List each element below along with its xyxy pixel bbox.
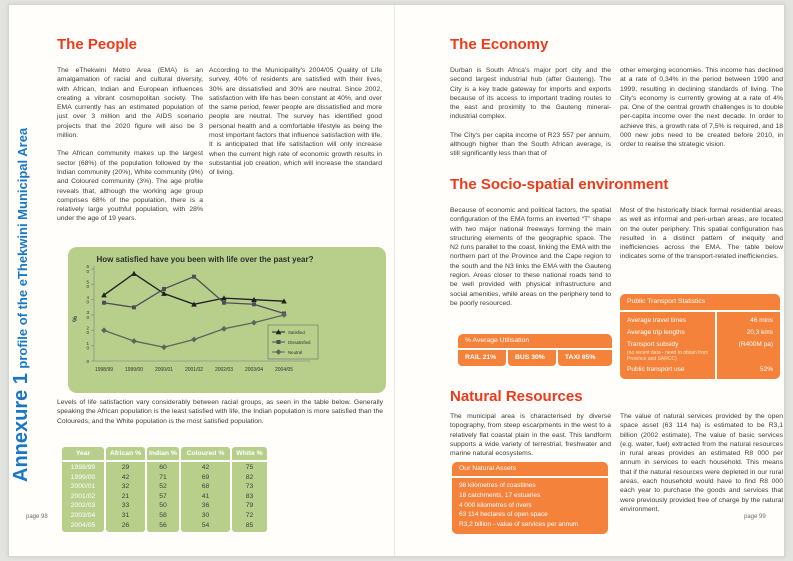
annexure-subtitle: profile of the eThekwini Municipal Area <box>15 127 30 369</box>
natural-asset-item: 98 kilometres of coastlines <box>459 482 536 489</box>
legend-label: Dissatisfied <box>288 339 311 345</box>
right-page-number: page 99 <box>744 514 766 520</box>
transport-value-spacer <box>717 351 773 364</box>
table-column <box>232 462 267 532</box>
natural-assets-table <box>452 462 608 534</box>
table-cell: 26 <box>121 521 130 529</box>
people-column-1 <box>57 66 203 233</box>
transport-label: Transport subsidy <box>627 341 679 348</box>
utilisation-table-title: % Average Utilisation <box>458 334 612 348</box>
data-point <box>222 301 226 305</box>
data-point <box>251 320 257 326</box>
natural-assets-list <box>452 478 608 534</box>
left-page-number: page 98 <box>26 514 48 520</box>
y-tick-label: 3 0 <box>86 310 89 320</box>
table-cell: 82 <box>245 473 254 481</box>
socio-column-2: Most of the historically black formal residential areas, as well as informal and peri-urban areas, are located on the outer periphery. This spatial configuration has resulted in a distinct pattern of inequity and inefficiencies across the EMA. The table below indicates some of the transport-related inefficiencies. <box>620 207 783 261</box>
table-cell: 69 <box>201 473 210 481</box>
table-cell: 32 <box>121 483 130 491</box>
series-line-dissatisfied <box>104 277 284 314</box>
transport-value: 20,3 kms <box>746 329 773 336</box>
utilisation-cells <box>458 350 612 366</box>
x-tick-label: 1998/99 <box>94 367 114 373</box>
satisfaction-chart-panel <box>68 247 386 393</box>
x-tick-label: 2000/01 <box>154 367 174 373</box>
x-tick-label: 2004/05 <box>274 367 294 373</box>
table-header-cell: Year <box>62 447 104 460</box>
table-header-cell: Coloured % <box>181 447 230 460</box>
table-cell: 21 <box>121 492 130 500</box>
utilisation-taxi-cell: TAXI 85% <box>558 350 612 366</box>
table-header-cell: White % <box>232 447 267 460</box>
x-tick-label: 2001/02 <box>184 367 204 373</box>
economy-heading: The Economy <box>450 36 549 53</box>
natural-asset-item: 18 catchments, 17 estuaries <box>459 491 541 499</box>
transport-value: 52% <box>759 366 773 373</box>
table-cell: 58 <box>159 511 167 519</box>
y-tick-label: 0 <box>86 358 89 364</box>
natural-assets-title: Our Natural Assets <box>452 462 608 476</box>
transport-value: (R400M pa) <box>738 341 773 348</box>
table-cell: 79 <box>245 502 254 510</box>
table-cell: 41 <box>201 492 210 500</box>
table-cell: 50 <box>159 502 167 510</box>
table-cell: 29 <box>121 464 130 471</box>
x-tick-label: 2002/03 <box>214 367 234 373</box>
satisfaction-table-intro: Levels of life satisfaction vary considerably between racial groups, as seen in the table below. Generally speaking the African population is the least satisfied with life, the Indian population is more satisfied than the Coloureds, and the White population is the most satisfied population. <box>57 399 383 425</box>
table-cell: 71 <box>159 473 167 481</box>
table-cell: 75 <box>245 464 254 471</box>
data-point <box>192 275 196 279</box>
table-column <box>106 462 145 532</box>
y-tick-label: 4 0 <box>86 294 89 305</box>
table-cell: 68 <box>201 483 210 491</box>
data-point <box>132 305 136 309</box>
legend-label: Neutral <box>288 349 303 355</box>
public-transport-table-body <box>620 312 780 379</box>
natural-resources-heading: Natural Resources <box>450 388 583 405</box>
table-cell: 31 <box>121 511 130 519</box>
table-cell: 36 <box>201 502 210 510</box>
transport-subsidy-note: (no recent data - need to obtain from Province and SARCC) <box>627 350 709 362</box>
x-tick-label: 1999/00 <box>124 367 144 373</box>
page-seam <box>394 5 395 556</box>
table-cell: 73 <box>245 483 254 491</box>
table-cell: 83 <box>245 492 254 500</box>
table-cell: 85 <box>245 521 254 529</box>
transport-label: Average trip lengths <box>627 329 685 336</box>
data-point <box>131 338 137 344</box>
table-header-cell: Indian % <box>147 447 179 460</box>
people-para-2: The African community makes up the largest sector (68%) of the population followed by the Indian community (20%), White community (9%) and Coloured community (3%). The age profile reveals that, although the working age group comprises 68% of the population, there is a relatively large youthful population, with 28% under the age of 19 years. <box>57 150 203 223</box>
data-point <box>191 337 197 343</box>
table-cell: 56 <box>159 521 167 529</box>
table-cell: 2003/04 <box>70 511 96 519</box>
table-cell: 72 <box>245 511 254 519</box>
y-tick-label: 5 0 <box>86 279 89 290</box>
annexure-sidebar-title <box>10 128 33 482</box>
natural-column-1: The municipal area is characterised by diverse topography, from steep escarpments in the west to a relatively flat coastal plain in the east. This landform supports a wide variety of terrestrial, freshwater and marine natural ecosystems. <box>450 413 611 458</box>
socio-column-1: Because of economic and political factors, the spatial configuration of the EMA forms an inverted “T” shape with two major national freeways forming the main structuring elements of the geographic space. The N2 runs parallel to the coast, linking the EMA with the northern part of the Province and the Cape region to the south and the N3 links the EMA with the Gauteng region. Areas closer to these national roads tend to be well provided with physical infrastructure and social amenities, while areas on the periphery tend to be poorly resourced. <box>450 207 611 307</box>
data-point <box>277 340 281 344</box>
transport-label: Average travel times <box>627 317 687 324</box>
x-tick-label: 2003/04 <box>244 367 264 373</box>
table-cell: 2004/05 <box>70 521 96 529</box>
data-point <box>252 302 256 306</box>
socio-spatial-heading: The Socio-spatial environment <box>450 176 669 193</box>
satisfaction-by-race-table <box>62 447 267 532</box>
table-cell: 2001/02 <box>70 492 96 500</box>
economy-para-3: other emerging economies. This income has declined at a rate of 0,34% in the period between 1990 and 1999, resulting in declining standards of living. The City's economy is currently growing at a rate of 4% pa. One of the central growth challenges is to double per-capita income over the next decade. In order to achieve this, a growth rate of 7,5% is required, and 18 000 new jobs need to be created before 2010, in order to realise the strategic vision. <box>620 67 783 149</box>
people-para-3: According to the Municipality's 2004/05 Quality of Life survey, 40% of residents are satisfied with their lives, 30% are dissatisfied and 30% are neutral. Since 2002, satisfaction with life has been constant at 40%, and over the same period, fewer people are dissatisfied and more people are neutral. The survey has identified good personal health and a comfortable lifestyle as being the most important factors that influence satisfaction with life. It is anticipated that life satisfaction will only increase when the current high rate of economic growth results in substantial job creation, which will increase the standard of living. <box>209 67 382 177</box>
economy-para-2: The City's per capita income of R23 557 per annum, although higher than the South African average, is still significantly less than that of <box>450 131 611 158</box>
table-column <box>147 462 179 532</box>
table-cell: 52 <box>159 483 167 491</box>
economy-column-1 <box>450 66 611 168</box>
economy-column-2 <box>620 66 783 159</box>
utilisation-bus-cell: BUS 30% <box>508 350 556 366</box>
natural-column-2: The value of natural services provided by the open space asset (63 114 ha) is estimated to be R3,1 billion (2002 estimate). The value of basic services (e.g. water, fuel) extracted from the natural resources in rural areas provides an estimated R8 000 per annum in services to each household. This means that if the natural resources were depleted in our rural areas, each household would have to find R8 000 each year to purchase the goods and services that were previously provided free of charge by the natural environment. <box>620 413 783 513</box>
y-tick-label: 2 0 <box>86 325 89 336</box>
data-point <box>161 344 167 350</box>
table-cell: 60 <box>159 464 167 471</box>
utilisation-rail-cell: RAIL 21% <box>458 350 506 366</box>
data-point <box>101 327 107 333</box>
people-column-2 <box>209 66 382 187</box>
data-point <box>221 326 227 332</box>
table-cell: 1999/00 <box>70 473 96 481</box>
table-header-cell: African % <box>106 447 145 460</box>
table-cell: 2002/03 <box>70 502 96 510</box>
transport-value: 46 mins <box>750 317 773 324</box>
people-heading: The People <box>57 36 138 53</box>
satisfaction-chart <box>68 247 386 393</box>
people-para-1: The eThekwini Metro Area (EMA) is an amalgamation of racial and cultural diversity, with African, Indian and European influences creating a vibrant cosmopolitan society. The EMA currently has an estimated population of just over 3 million and the AIDS scenario projects that the 2020 figure will also be 3 million. <box>57 67 203 140</box>
natural-asset-item: 63 114 hectares of open space <box>459 511 548 519</box>
economy-para-1: Durban is South Africa's major port city and the second largest industrial hub (after Gauteng). The City is a key trade gateway for imports and exports because of its access to important trading routes to the east and proximity to the Gauteng mineral-industrial complex. <box>450 67 611 121</box>
data-point <box>102 301 106 305</box>
table-cell: 42 <box>121 473 130 481</box>
public-transport-table <box>620 294 780 379</box>
table-cell: 1998/99 <box>70 464 96 471</box>
table-column <box>181 462 230 532</box>
table-cell: 54 <box>201 521 210 529</box>
table-column <box>62 462 104 532</box>
transport-label: Public transport use <box>627 366 685 373</box>
public-transport-labels <box>620 312 715 379</box>
legend-label: Satisfied <box>288 329 305 335</box>
natural-asset-item: 4 000 kilometres of rivers <box>459 501 532 509</box>
chart-title: How satisfied have you been with life over the past year? <box>96 255 314 264</box>
y-axis-label: % <box>72 316 79 322</box>
data-point <box>162 287 166 291</box>
average-utilisation-table <box>458 334 612 366</box>
table-cell: 2000/01 <box>70 483 96 491</box>
table-cell: 42 <box>201 464 210 471</box>
y-tick-label: 1 0 <box>86 340 89 351</box>
data-point <box>276 349 282 355</box>
annexure-label: Annexure 1 <box>10 373 32 482</box>
natural-asset-item: R3,2 billion - value of services per annum <box>459 521 579 529</box>
table-cell: 33 <box>121 502 130 510</box>
table-cell: 30 <box>201 511 210 519</box>
public-transport-table-title: Public Transport Statistics <box>620 294 780 310</box>
public-transport-values <box>717 312 780 379</box>
data-point <box>131 271 137 276</box>
y-tick-label: 6 0 <box>86 264 89 274</box>
table-cell: 57 <box>159 492 167 500</box>
